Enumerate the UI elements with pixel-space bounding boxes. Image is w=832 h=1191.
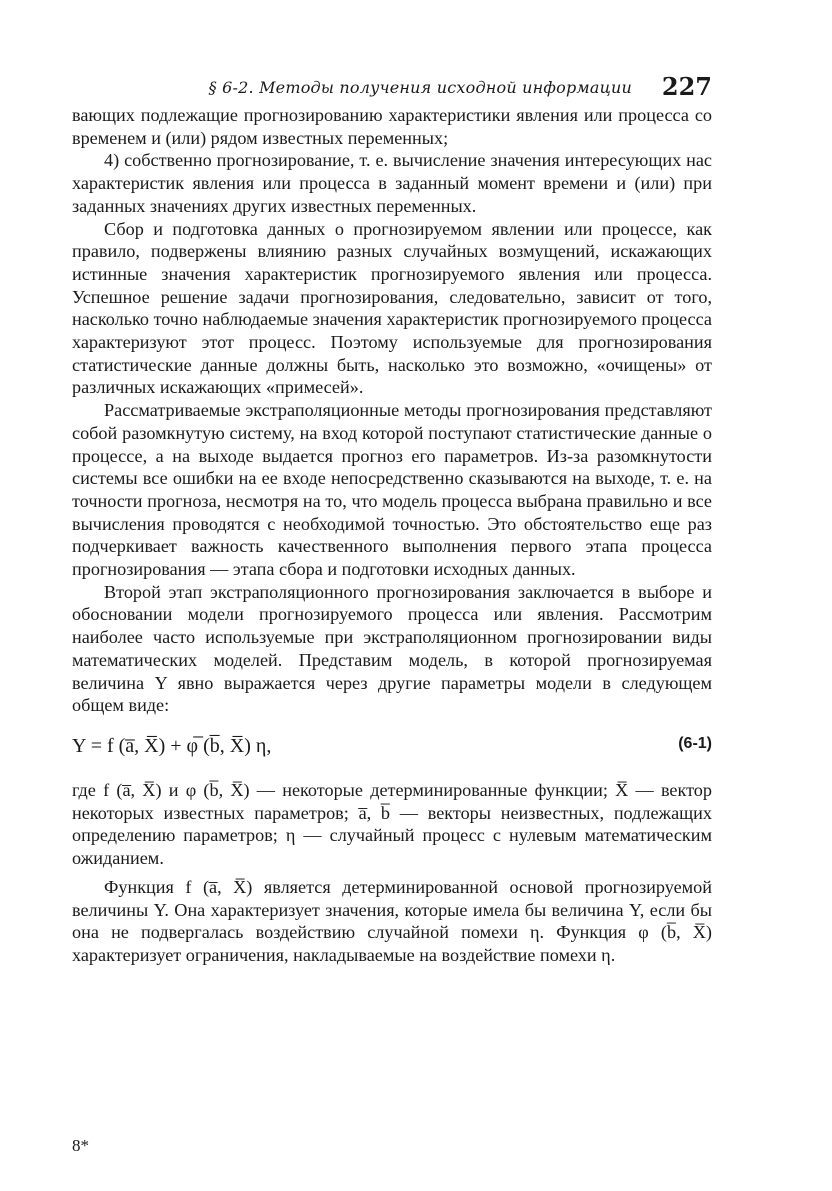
paragraph-open-loop-system: Рассматриваемые экстраполяционные методы прогнозирования представляют собой разомкнутую систему, на вход которой поступают статистические данные о процессе, а на выходе выдается прогноз его параметров. Из-за разомкнутости системы все ошибки на ее входе непосредственно сказываются на выходе, т. е. на точности прогноза, несмотря на то, что модель процесса выбрана правильно и все вычисления проводятся с необходимой точностью. Это обстоятельство еще раз подчеркивает важность качественного выполнения первого этапа процесса прогнозирования — этапа сбора и подготовки исходных данных.: [72, 400, 712, 580]
paragraph-item-4: 4) собственно прогнозирование, т. е. вычисление значения интересующих нас характеристик явления или процесса в заданный момент времени и (или) при заданных значениях других известных переменных.: [72, 150, 712, 216]
equation-number: (6-1): [678, 734, 712, 752]
paragraph-definitions: где f (a̅, X̅) и φ (b̅, X̅) — некоторые детерминированные функции; X̅ — вектор некоторых известных параметров; a̅, b̅ — векторы неизвестных, подлежащих определению параметров; η — случайный процесс с нулевым математическим ожиданием.: [72, 779, 712, 869]
signature-mark: 8*: [72, 1136, 89, 1155]
book-page: [72, 70, 712, 967]
paragraph-continuation: вающих подлежащие прогнозированию характеристики явления или процесса со временем и (или) рядом известных переменных;: [72, 105, 712, 148]
paragraph-function-description: Функция f (a̅, X̅) является детерминированной основой прогнозируемой величины Y. Она характеризует значения, которые имела бы величина Y, если бы она не подвергалась воздействию случайной помехи η. Функция φ (b̅, X̅) характеризует ограничения, накладываемые на воздействие помехи η.: [72, 876, 712, 965]
running-header: [72, 70, 712, 104]
page-number: 227: [661, 72, 712, 101]
paragraph-data-collection: Сбор и подготовка данных о прогнозируемом явлении или процессе, как правило, подвержены влиянию разных случайных возмущений, искажающих истинные значения характеристик прогнозируемого явления или процесса. Успешное решение задачи прогнозирования, следовательно, зависит от того, насколько точно наблюдаемые значения характеристик прогнозируемого процесса характеризуют этот процесс. Поэтому используемые для прогнозирования статистические данные должны быть, насколько это возможно, «очищены» от различных искажающих «примесей».: [72, 218, 712, 398]
section-title: § 6-2. Методы получения исходной информации: [208, 78, 632, 97]
equation-expression: Y = f (a̅, X̅) + φ̅ (b̅, X̅) η,: [72, 734, 272, 757]
paragraph-second-stage: Второй этап экстраполяционного прогнозирования заключается в выборе и обосновании модели прогнозируемого процесса или явления. Рассмотрим наиболее часто используемые при экстраполяционном прогнозировании виды математических моделей. Представим модель, в которой прогнозируемая величина Y явно выражается через другие параметры модели в следующем общем виде:: [72, 581, 712, 716]
equation-6-1: [72, 725, 712, 773]
